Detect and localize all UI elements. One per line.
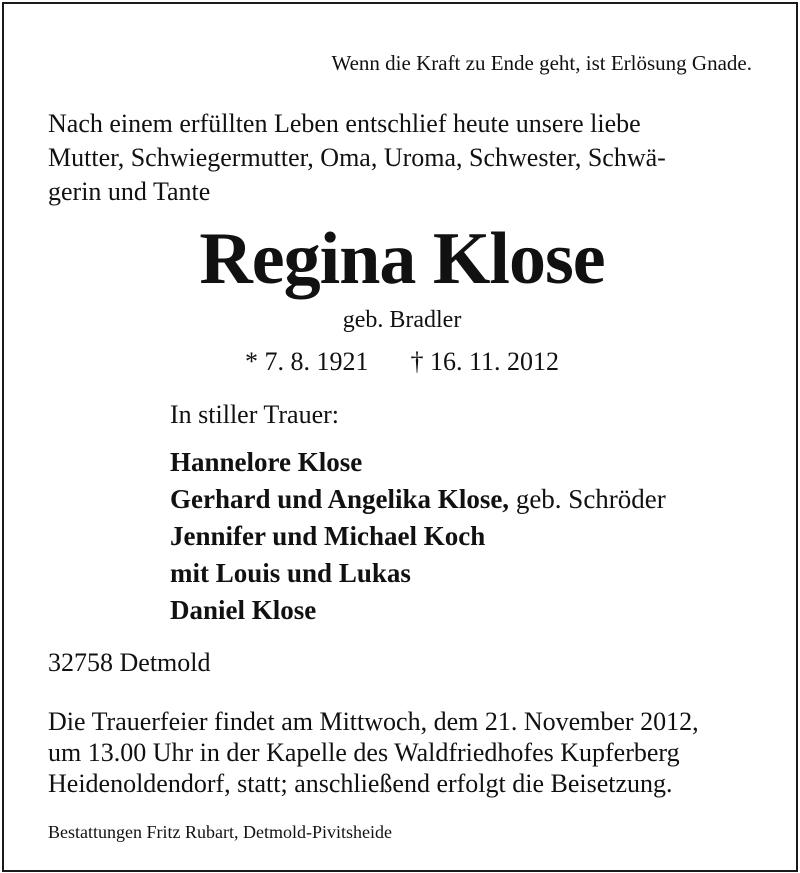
service-line: Heidenoldendorf, statt; anschließend erfolgt die Beisetzung. bbox=[48, 769, 673, 798]
death-date: † 16. 11. 2012 bbox=[410, 347, 560, 376]
life-dates bbox=[4, 349, 800, 375]
mourners-list bbox=[170, 444, 666, 629]
mourner-name: Gerhard und Angelika Klose, bbox=[170, 484, 510, 514]
deceased-name: Regina Klose bbox=[199, 218, 605, 300]
undertaker-text: Bestattungen Fritz Rubart, Detmold-Pivitsheide bbox=[48, 822, 392, 842]
mourner-entry bbox=[170, 555, 666, 592]
mourner-entry bbox=[170, 481, 666, 518]
birth-date: * 7. 8. 1921 bbox=[244, 347, 369, 376]
mourner-entry bbox=[170, 592, 666, 629]
maiden-name: geb. Bradler bbox=[342, 307, 462, 333]
mourner-name: mit Louis und Lukas bbox=[170, 558, 411, 588]
mourning-label: In stiller Trauer: bbox=[170, 400, 339, 429]
service-text bbox=[48, 706, 768, 799]
service-line: Die Trauerfeier findet am Mittwoch, dem 21. November 2012, bbox=[48, 707, 699, 736]
service-line: um 13.00 Uhr in der Kapelle des Waldfriedhofes Kupferberg bbox=[48, 738, 680, 767]
intro-text bbox=[48, 107, 768, 209]
city-text: 32758 Detmold bbox=[48, 648, 211, 677]
mourner-entry bbox=[170, 444, 666, 481]
mourner-name: Daniel Klose bbox=[170, 595, 317, 625]
mourner-name: Hannelore Klose bbox=[170, 447, 363, 477]
intro-line: gerin und Tante bbox=[48, 177, 211, 206]
motto-text: Wenn die Kraft zu Ende geht, ist Erlösung Gnade. bbox=[331, 51, 752, 75]
intro-line: Mutter, Schwiegermutter, Oma, Uroma, Schwester, Schwä- bbox=[48, 143, 666, 172]
intro-line: Nach einem erfüllten Leben entschlief heute unsere liebe bbox=[48, 109, 641, 138]
mourner-suffix: geb. Schröder bbox=[509, 484, 666, 514]
mourner-name: Jennifer und Michael Koch bbox=[170, 521, 486, 551]
obituary-notice bbox=[2, 2, 798, 872]
mourner-entry bbox=[170, 518, 666, 555]
